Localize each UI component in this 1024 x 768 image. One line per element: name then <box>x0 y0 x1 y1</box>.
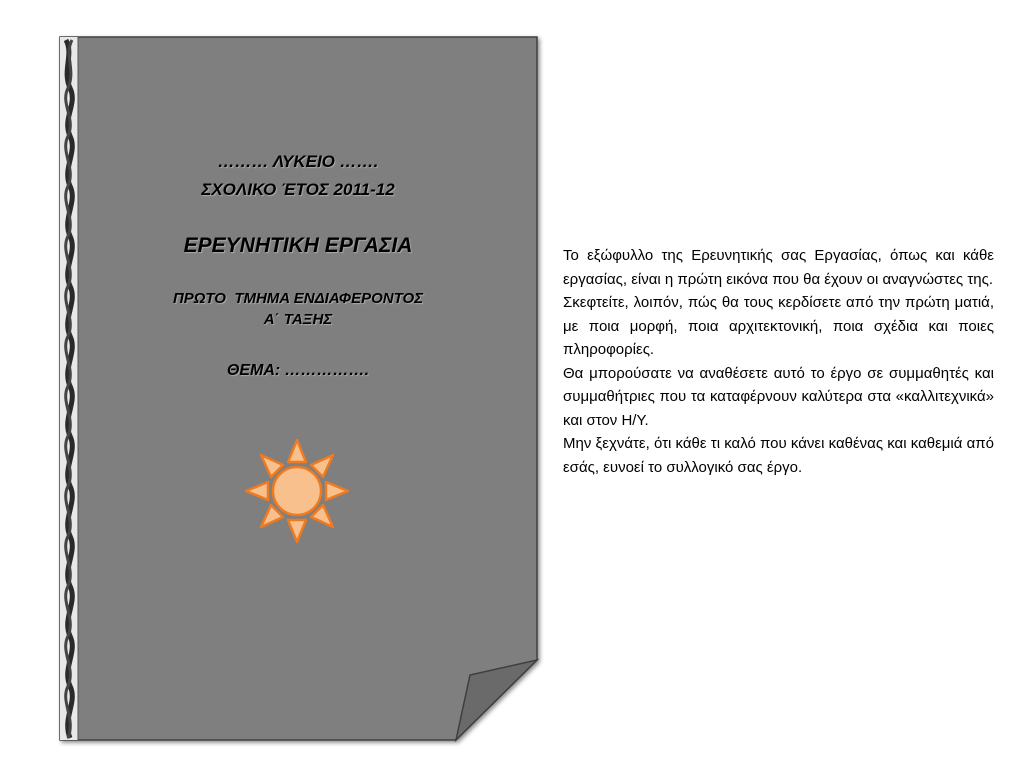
department-line-2: Α΄ ΤΑΞΗΣ <box>263 311 333 328</box>
cover-page-body <box>60 37 537 740</box>
info-paragraph: Σκεφτείτε, λοιπόν, πώς θα τους κερδίσετε από την πρώτη ματιά, με ποια μορφή, ποια αρχιτεκτονική, ποια σχέδια και ποιες πληροφορίες. <box>563 294 994 358</box>
sun-icon <box>246 440 348 542</box>
info-text-block <box>563 244 994 479</box>
school-year: ΣΧΟΛΙΚΟ ΈΤΟΣ 2011-12 <box>201 180 395 199</box>
binding-strip <box>60 37 78 740</box>
school-name: ……… ΛΥΚΕΙΟ ……. <box>217 152 379 171</box>
info-paragraph: Μην ξεχνάτε, ότι κάθε τι καλό που κάνει καθένας και καθεμιά από εσάς, ευνοεί το συλλογικό σας έργο. <box>563 435 994 476</box>
cover-title: ΕΡΕΥΝΗΤΙΚΗ ΕΡΓΑΣΙΑ <box>183 234 413 257</box>
info-paragraph: Το εξώφυλλο της Ερευνητικής σας Εργασίας, όπως και κάθε εργασίας, είναι η πρώτη εικόνα που θα έχουν οι αναγνώστες της. <box>563 247 994 288</box>
info-paragraph: Θα μπορούσατε να αναθέσετε αυτό το έργο σε συμμαθητές και συμμαθήτριες που τα καταφέρνουν καλύτερα στα «καλλιτεχνικά» και στον Η/Υ. <box>563 364 994 429</box>
department-line-1: ΠΡΩΤΟ ΤΜΗΜΑ ΕΝΔΙΑΦΕΡΟΝΤΟΣ <box>172 290 424 307</box>
theme-line: ΘΕΜΑ: ……………. <box>226 362 370 379</box>
